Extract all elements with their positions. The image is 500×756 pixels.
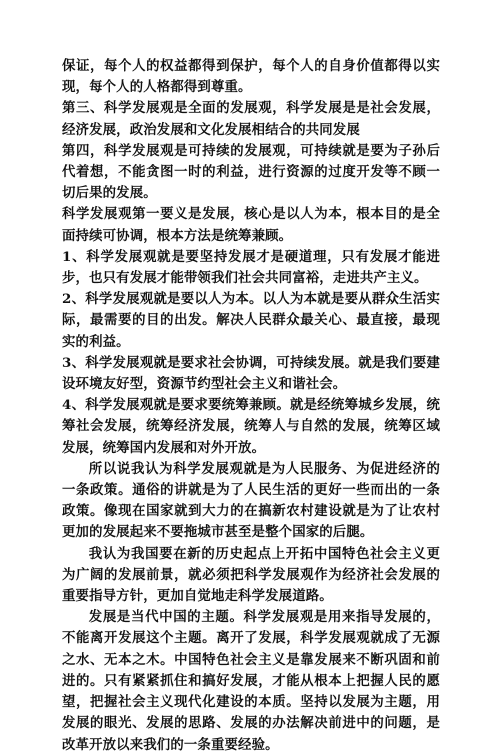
paragraph-item-1: 1、科学发展观就是要坚持发展才是硬道理，只有发展才能进步，也只有发展才能带领我们社会共同富裕，走进共产主义。 (62, 248, 440, 287)
paragraph-opinion: 所以说我认为科学发展观就是为人民服务、为促进经济的一条政策。通俗的讲就是为了人民生活的更好一些而出的一条政策。像现在国家就到大力的在搞新农村建设就是为了让农村更加的发展起来不要拖城市甚至是整个国家的后腿。 (62, 460, 440, 541)
paragraph-development-theme: 发展是当代中国的主题。科学发展观是用来指导发展的，不能离开发展这个主题。离开了发展，科学发展观就成了无源之水、无本之木。中国特色社会主义是靠发展来不断巩固和前进的。只有紧紧抓住和搞好发展，才能从根本上把握人民的愿望，把握社会主义现代化建设的本质。坚持以发展为主题，用发展的眼光、发展的思路、发展的办法解决前进中的问题，是改革开放以来我们的一条重要经验。 (62, 609, 440, 753)
paragraph-point-four: 第四，科学发展观是可持续的发展观，可持续就是要为子孙后代着想，不能贪图一时的利益，进行资源的过度开发等不顾一切后果的发展。 (62, 142, 440, 202)
paragraph-rights: 保证，每个人的权益都得到保护，每个人的自身价值都得以实现，每个人的人格都得到尊重。 (62, 58, 440, 96)
paragraph-item-3: 3、科学发展观就是要求社会协调，可持续发展。就是我们要建设环境友好型，资源节约型社会主义和谐社会。 (62, 354, 440, 393)
paragraph-item-2: 2、科学发展观就是要以人为本。以人为本就是要从群众生活实际，最需要的目的出发。解决人民群众最关心、最直接，最现实的利益。 (62, 291, 440, 350)
paragraph-guiding-policy: 我认为我国要在新的历史起点上开拓中国特色社会主义更为广阔的发展前景，就必须把科学发展观作为经济社会发展的重要指导方针，更加自觉地走科学发展道路。 (62, 545, 440, 605)
paragraph-core-meaning: 科学发展观第一要义是发展，核心是以人为本，根本目的是全面持续可协调，根本方法是统筹兼顾。 (62, 206, 440, 244)
paragraph-point-three: 第三、科学发展观是全面的发展观，科学发展是是社会发展，经济发展，政治发展和文化发展相结合的共同发展 (62, 100, 440, 138)
paragraph-item-4: 4、科学发展观就是要求要统筹兼顾。就是经统筹城乡发展，统筹社会发展，统筹经济发展，统筹人与自然的发展，统筹区域发展，统筹国内发展和对外开放。 (62, 397, 440, 456)
